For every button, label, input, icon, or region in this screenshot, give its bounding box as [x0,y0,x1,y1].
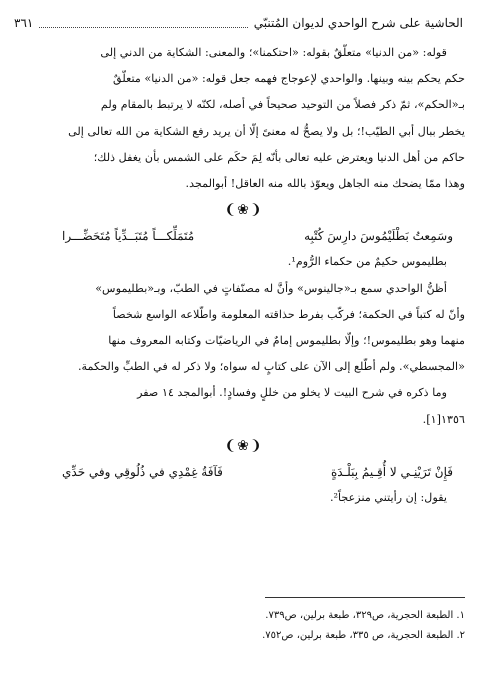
paragraph-line: حكم يحكم بينه وبينها. والواحدي لإعوجاج فهمه جعل قوله: «من الدنيا» متعلّقٌ [113,72,465,86]
paragraph-line: بـ«الحكم»، ثمّ ذكر فصلاً من التوحيد صحيحاً في أصله، لكنّه لا يرتبط بالمقام ولم [100,98,465,112]
paragraph-line: وما ذكره في شرح البيت لا يخلو من خللٍ وفسادٍ!. أبوالمجد ١٤ صفر [137,386,447,400]
section-ornament: ❨❀❩ [224,202,263,219]
section-ornament: ❨❀❩ [224,437,263,454]
verse-explanation: بطليموس حكيمٌ من حكماء الرُّوم¹. [287,255,447,269]
verse-explanation: يقول: إن رأيتني منزعجاً². [329,491,447,505]
footnotes [22,606,465,646]
paragraph-line: «المجسطي». ولم أطّلع إلى الآن على كتابٍ له سواه؛ ولا ذكر له في الطبِّ والحكمة. [78,360,465,374]
paragraph-line: منهما وهو بطليموس!؛ وإلّا بطليموس إمامٌ في الرياضيّات وكتابه المعروف منها [108,334,465,348]
verse-first-hemistich: فَإِنْ تَرَيْنِـي لا أُقِـيمُ بِبَلْـدَةٍ [331,464,453,479]
paragraph-line: وهذا ممّا يضحك منه الجاهل ويعوّذ بالله منه العاقل! أبوالمجد. [185,177,465,191]
header-title: الحاشية على شرح الواحدي لديوان المُتنبّي [253,16,463,30]
footnote: ١. الطبعة الحجرية، ص٣٢٩، طبعة برلين، ص٧٣٩. [265,610,465,621]
paragraph-line: وأنّ له كتباً في الحكمة؛ فركّب بفرط حذاقته المعلومة واطّلاعه الواسع شخصاً [112,307,465,321]
paragraph-line: حاكم من أهل الدنيا ويعترض عليه تعالى بأنّه لِمَ حكَم على الشمس بأن يغفل ذلك؛ [93,150,465,164]
footnote-separator [265,597,465,598]
verse-second-hemistich: فَآفَةُ غِمْدِي في ذُلُوقِي وفي حَدِّي [62,464,223,479]
running-header [14,14,463,32]
paragraph-line: ١٣٥٦[١]. [422,412,465,426]
footnote: ٢. الطبعة الحجرية، ص ٣٣٥، طبعة برلين، ص٧٥٢. [262,630,465,641]
page-number: ٣٦١ [14,16,34,30]
verse [22,459,465,485]
verse [22,223,465,249]
paragraph-line: يخطر ببال أبي الطيّب!؛ بل ولا يصحُّ له معنىً إلّا أن يريد رفع الشكاية من الله تعالى إلى [68,124,465,138]
verse-first-hemistich: وسَمِعتُ بَطْلَيْمُوسَ دارِسَ كُتْبِه [304,229,453,244]
verse-second-hemistich: مُتَمَلِّكـــاً مُتَبَــدِّياً مُتَحَضِّـــرا [62,229,195,244]
paragraph-line: قوله: «من الدنيا» متعلّقٌ بقوله: «احتكمنا»؛ والمعنى: الشكاية من الدني إلى [100,46,447,59]
paragraph-line: أظنُّ الواحدي سمع بـ«جالينوس» وأنَّ له مصنّفاتٍ في الطبّ، وبـ«بطليموس» [95,281,447,295]
main-text [22,40,465,511]
header-dotted-leader [39,19,247,28]
